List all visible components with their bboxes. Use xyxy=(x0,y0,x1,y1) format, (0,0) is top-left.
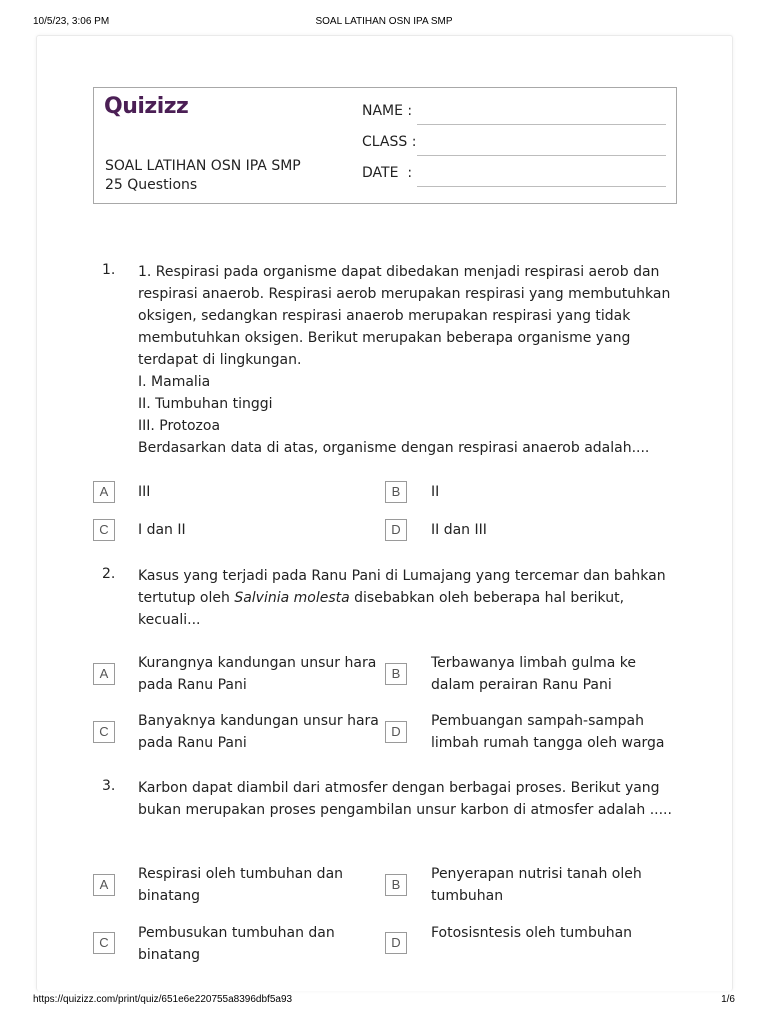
q2-option-a-box[interactable]: A xyxy=(93,663,115,685)
date-field xyxy=(362,165,666,187)
date-line xyxy=(417,186,666,187)
date-label: DATE : xyxy=(362,165,413,181)
q1-option-c-text: I dan II xyxy=(138,522,186,538)
question-1-number: 1. xyxy=(102,262,116,278)
q1-option-b-box[interactable]: B xyxy=(385,481,407,503)
q2-option-a-text: Kurangnya kandungan unsur hara pada Ranu Pani xyxy=(138,655,377,693)
question-1-text xyxy=(138,261,678,459)
print-header xyxy=(0,16,768,30)
question-2-number: 2. xyxy=(102,566,116,582)
print-datetime: 10/5/23, 3:06 PM xyxy=(33,16,110,27)
quizizz-logo: Quizizz xyxy=(104,94,189,119)
print-url: https://quizizz.com/print/quiz/651e6e220755a8396dbf5a93 xyxy=(33,994,293,1005)
question-2-text xyxy=(138,565,678,631)
q2-option-c-box[interactable]: C xyxy=(93,721,115,743)
q1-option-a-text: III xyxy=(138,484,151,500)
q3-option-d-box[interactable]: D xyxy=(385,932,407,954)
q3-option-a-box[interactable]: A xyxy=(93,874,115,896)
q2-option-b-text: Terbawanya limbah gulma ke dalam perairan Ranu Pani xyxy=(431,655,636,693)
q1-option-d-text: II dan III xyxy=(431,522,487,538)
name-field xyxy=(362,103,666,125)
print-footer xyxy=(0,994,768,1008)
q1-option-a-box[interactable]: A xyxy=(93,481,115,503)
class-line xyxy=(417,155,666,156)
q2-option-c-text: Banyaknya kandungan unsur hara pada Ranu Pani xyxy=(138,713,379,751)
question-3-text: Karbon dapat diambil dari atmosfer dengan berbagai proses. Berikut yang bukan merupakan proses pengambilan unsur karbon di atmosfer adalah ..... xyxy=(138,780,672,818)
q3-option-a-text: Respirasi oleh tumbuhan dan binatang xyxy=(138,866,344,904)
q3-option-b-box[interactable]: B xyxy=(385,874,407,896)
q3-option-c-box[interactable]: C xyxy=(93,932,115,954)
q3-option-b-text: Penyerapan nutrisi tanah oleh tumbuhan xyxy=(431,866,642,904)
print-page-number: 1/6 xyxy=(721,994,735,1005)
q3-option-c-text: Pembusukan tumbuhan dan binatang xyxy=(138,925,335,963)
print-title: SOAL LATIHAN OSN IPA SMP xyxy=(315,16,453,27)
q2-option-d-text: Pembuangan sampah-sampah limbah rumah tangga oleh warga xyxy=(431,713,665,751)
question-1-item-1: I. Mamalia xyxy=(138,374,211,390)
class-field xyxy=(362,134,666,156)
question-3-number: 3. xyxy=(102,778,116,794)
class-label: CLASS : xyxy=(362,134,417,150)
q1-option-d-box[interactable]: D xyxy=(385,519,407,541)
question-2-species-name: Salvinia molesta xyxy=(234,590,350,606)
q3-option-d-text: Fotosisntesis oleh tumbuhan xyxy=(431,925,633,941)
question-1-prompt: Berdasarkan data di atas, organisme dengan respirasi anaerob adalah.... xyxy=(138,440,650,456)
question-2-text-end: disebabkan oleh beberapa hal berikut, kecuali... xyxy=(138,590,625,628)
quiz-header-box xyxy=(93,87,677,204)
question-1-item-2: II. Tumbuhan tinggi xyxy=(138,396,273,412)
q2-option-d-box[interactable]: D xyxy=(385,721,407,743)
q2-option-b-box[interactable]: B xyxy=(385,663,407,685)
question-1-paragraph: 1. Respirasi pada organisme dapat dibedakan menjadi respirasi aerob dan respirasi anaerob. Respirasi aerob merupakan respirasi yang membutuhkan oksigen, sedangkan respirasi anaerob merupakan respirasi yang tidak membutuhkan oksigen. Berikut merupakan beberapa organisme yang terdapat di lingkungan. xyxy=(138,264,671,368)
question-1-item-3: III. Protozoa xyxy=(138,418,221,434)
question-2-text-start: Kasus yang terjadi pada Ranu Pani di Lumajang yang tercemar dan bahkan tertutup oleh xyxy=(138,568,666,606)
q1-option-b-text: II xyxy=(431,484,440,500)
quiz-title: SOAL LATIHAN OSN IPA SMP xyxy=(105,158,301,174)
name-label: NAME : xyxy=(362,103,413,119)
name-line xyxy=(417,124,666,125)
question-count: 25 Questions xyxy=(105,177,198,193)
q1-option-c-box[interactable]: C xyxy=(93,519,115,541)
